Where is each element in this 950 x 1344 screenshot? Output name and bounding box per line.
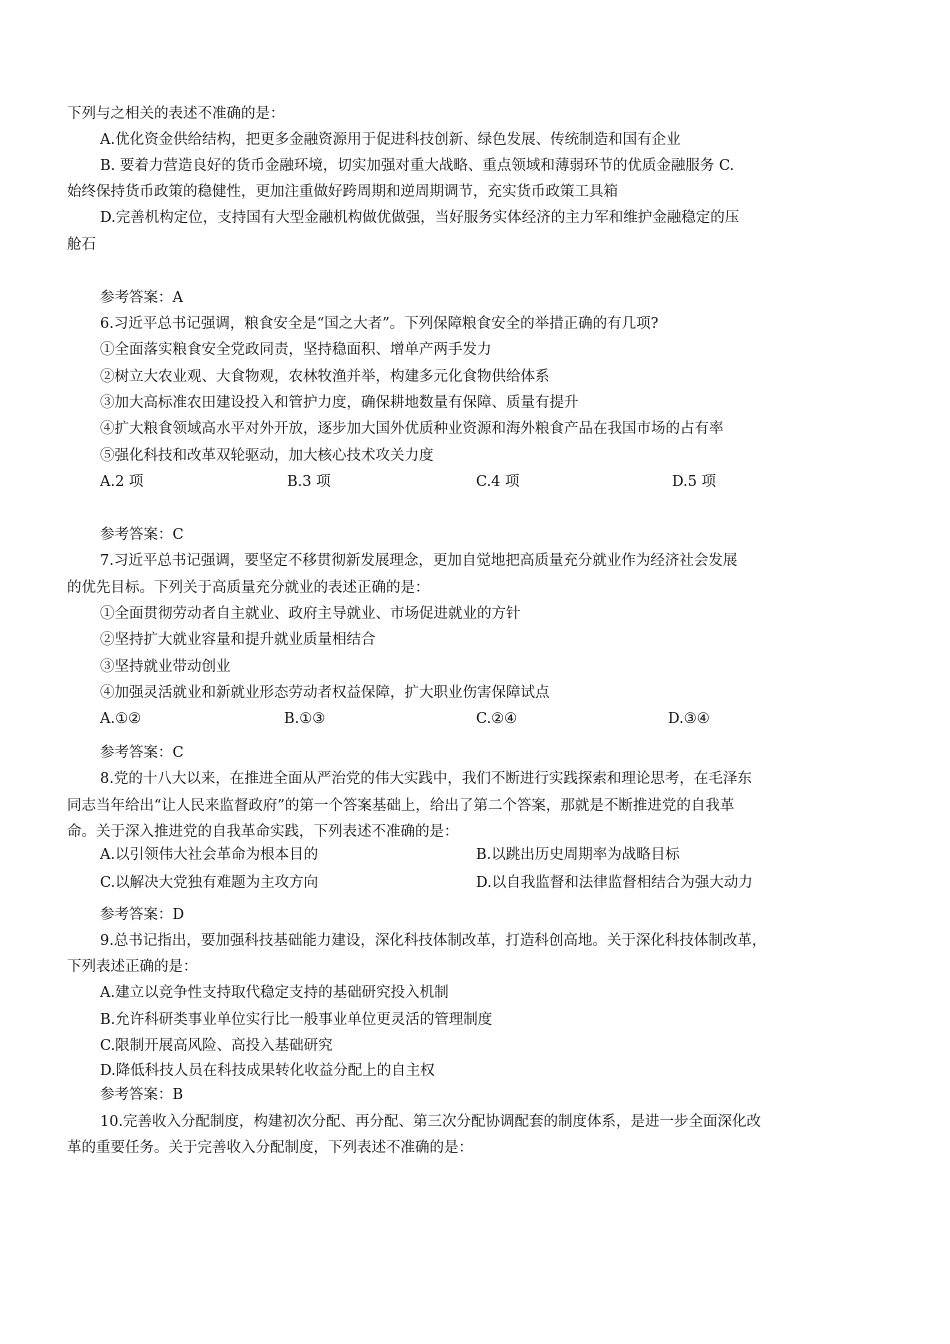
- q8-option-a: A.以引领伟大社会革命为根本目的: [100, 847, 319, 863]
- q8-stem-cont: 同志当年给出“让人民来监督政府”的第一个答案基础上，给出了第二个答案，那就是不断推进党的自我革: [67, 798, 735, 814]
- q7-item: ④加强灵活就业和新就业形态劳动者权益保障，扩大职业伤害保障试点: [100, 685, 550, 701]
- q5-option-d-cont: 舱石: [67, 237, 96, 253]
- q9-option-d: D.降低科技人员在科技成果转化收益分配上的自主权: [100, 1063, 435, 1079]
- q8-stem: 8.党的十八大以来，在推进全面从严治党的伟大实践中，我们不断进行实践探索和理论思考，在毛泽东: [100, 771, 752, 787]
- q6-item: ⑤强化科技和改革双轮驱动，加大核心技术攻关力度: [100, 448, 434, 464]
- q6-item: ②树立大农业观、大食物观，农林牧渔并举，构建多元化食物供给体系: [100, 369, 550, 385]
- q7-option-c: C.②④: [476, 711, 518, 727]
- q7-item: ③坚持就业带动创业: [100, 659, 231, 675]
- q7-item: ②坚持扩大就业容量和提升就业质量相结合: [100, 632, 376, 648]
- q9-answer: 参考答案：B: [100, 1087, 184, 1103]
- q8-stem-cont: 命。关于深入推进党的自我革命实践，下列表述不准确的是：: [67, 824, 459, 840]
- q8-option-c: C.以解决大党独有难题为主攻方向: [100, 875, 319, 891]
- q6-item: ③加大高标准农田建设投入和管护力度，确保耕地数量有保障、质量有提升: [100, 395, 579, 411]
- q10-stem-cont: 革的重要任务。关于完善收入分配制度，下列表述不准确的是：: [67, 1140, 473, 1156]
- q7-item: ①全面贯彻劳动者自主就业、政府主导就业、市场促进就业的方针: [100, 606, 521, 622]
- q5-option-a: A.优化资金供给结构，把更多金融资源用于促进科技创新、绿色发展、传统制造和国有企业: [100, 132, 681, 148]
- q7-option-d: D.③④: [668, 711, 710, 727]
- q6-answer: 参考答案：C: [100, 527, 184, 543]
- q6-option-c: C.4 项: [476, 474, 520, 490]
- q5-answer: 参考答案：A: [100, 290, 183, 306]
- q9-stem-cont: 下列表述正确的是：: [67, 959, 198, 975]
- q7-answer: 参考答案：C: [100, 745, 184, 761]
- q9-option-c: C.限制开展高风险、高投入基础研究: [100, 1038, 333, 1054]
- q6-stem: 6.习近平总书记强调，粮食安全是“国之大者”。下列保障粮食安全的举措正确的有几项?: [100, 316, 659, 332]
- q5-option-b: B. 要着力营造良好的货币金融环境，切实加强对重大战略、重点领域和薄弱环节的优质金融服务 C.: [100, 158, 735, 174]
- q6-option-d: D.5 项: [672, 474, 717, 490]
- q6-option-b: B.3 项: [287, 474, 331, 490]
- q5-stem: 下列与之相关的表述不准确的是：: [67, 106, 285, 122]
- q8-option-d: D.以自我监督和法律监督相结合为强大动力: [476, 875, 753, 891]
- q6-item: ①全面落实粮食安全党政同责，坚持稳面积、增单产两手发力: [100, 342, 492, 358]
- q7-stem: 7.习近平总书记强调，要坚定不移贯彻新发展理念，更加自觉地把高质量充分就业作为经济社会发展: [100, 553, 738, 569]
- q5-option-d: D.完善机构定位，支持国有大型金融机构做优做强，当好服务实体经济的主力军和维护金融稳定的压: [100, 210, 740, 226]
- q5-option-c: 始终保持货币政策的稳健性，更加注重做好跨周期和逆周期调节，充实货币政策工具箱: [67, 184, 618, 200]
- q9-option-b: B.允许科研类事业单位实行比一般事业单位更灵活的管理制度: [100, 1012, 493, 1028]
- q6-option-a: A.2 项: [100, 474, 144, 490]
- q9-option-a: A.建立以竞争性支持取代稳定支持的基础研究投入机制: [100, 985, 449, 1001]
- q7-option-a: A.①②: [100, 711, 142, 727]
- q6-item: ④扩大粮食领域高水平对外开放，逐步加大国外优质种业资源和海外粮食产品在我国市场的占有率: [100, 421, 724, 437]
- q8-option-b: B.以跳出历史周期率为战略目标: [476, 847, 680, 863]
- q7-stem-cont: 的优先目标。下列关于高质量充分就业的表述正确的是：: [67, 580, 430, 596]
- q9-stem: 9.总书记指出，要加强科技基础能力建设，深化科技体制改革，打造科创高地。关于深化科技体制改革，: [100, 933, 767, 949]
- q7-option-b: B.①③: [284, 711, 326, 727]
- q8-answer: 参考答案：D: [100, 907, 185, 923]
- q10-stem: 10.完善收入分配制度，构建初次分配、再分配、第三次分配协调配套的制度体系，是进一步全面深化改: [100, 1114, 762, 1130]
